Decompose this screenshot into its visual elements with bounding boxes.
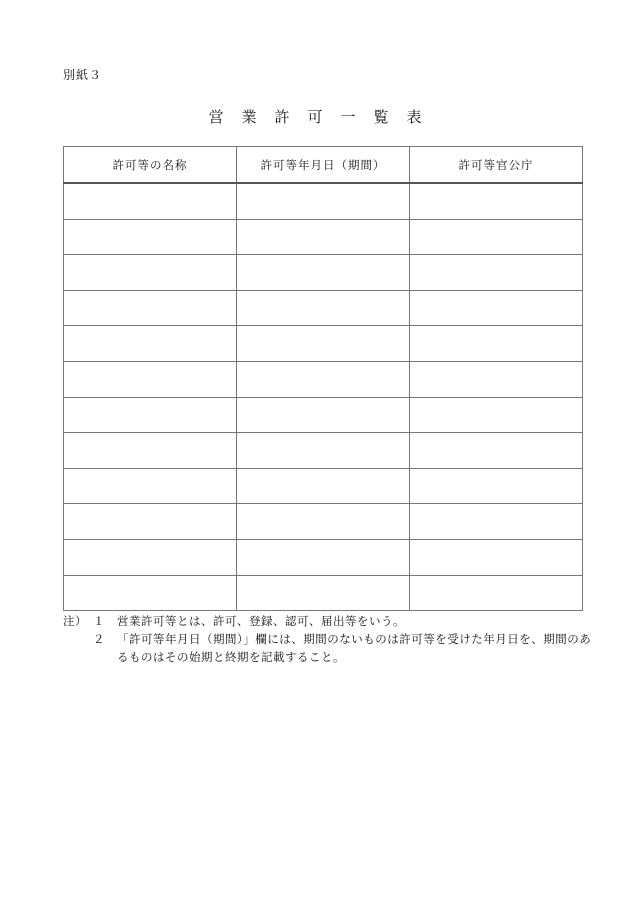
table-cell[interactable] — [237, 539, 410, 575]
note-prefix: 注） — [63, 614, 87, 628]
table-cell[interactable] — [64, 397, 237, 433]
table-cell[interactable] — [410, 326, 583, 362]
table-cell[interactable] — [64, 504, 237, 540]
header-permit-name: 許可等の名称 — [64, 147, 237, 184]
table-cell[interactable] — [237, 290, 410, 326]
table-cell[interactable] — [64, 575, 237, 611]
table-cell[interactable] — [410, 504, 583, 540]
note-item-1 — [63, 612, 593, 630]
table-cell[interactable] — [410, 219, 583, 255]
table-cell[interactable] — [64, 433, 237, 469]
table-cell[interactable] — [237, 433, 410, 469]
table-row — [64, 539, 583, 575]
table-cell[interactable] — [237, 468, 410, 504]
notes — [63, 612, 593, 666]
table-row — [64, 255, 583, 291]
note-text: 営業許可等とは、許可、登録、認可、届出等をいう。 — [117, 614, 405, 628]
table-cell[interactable] — [410, 539, 583, 575]
table-body — [64, 183, 583, 611]
attachment-label: 別紙３ — [63, 68, 103, 82]
table-cell[interactable] — [64, 183, 237, 219]
document-title: 営業許可一覧表 — [208, 108, 440, 126]
table-cell[interactable] — [64, 255, 237, 291]
header-permit-date: 許可等年月日（期間） — [237, 147, 410, 184]
table-header-row — [64, 147, 583, 184]
table-row — [64, 433, 583, 469]
note-number: ２ — [93, 632, 105, 646]
table-row — [64, 397, 583, 433]
note-prefix-spacer — [63, 630, 93, 666]
table-cell[interactable] — [410, 397, 583, 433]
table-cell[interactable] — [410, 255, 583, 291]
table-cell[interactable] — [64, 290, 237, 326]
note-text: 「許可等年月日（期間）」欄には、期間のないものは許可等を受けた年月日を、期間のあるものはその始期と終期を記載すること。 — [117, 632, 592, 664]
table-cell[interactable] — [237, 504, 410, 540]
table-cell[interactable] — [410, 183, 583, 219]
table-cell[interactable] — [237, 183, 410, 219]
table-cell[interactable] — [237, 397, 410, 433]
table-cell[interactable] — [64, 468, 237, 504]
header-permit-authority: 許可等官公庁 — [410, 147, 583, 184]
table-cell[interactable] — [237, 326, 410, 362]
table-cell[interactable] — [410, 290, 583, 326]
table-cell[interactable] — [64, 219, 237, 255]
table-cell[interactable] — [410, 433, 583, 469]
table-row — [64, 575, 583, 611]
table-cell[interactable] — [410, 575, 583, 611]
table-cell[interactable] — [64, 326, 237, 362]
table-cell[interactable] — [237, 219, 410, 255]
table-row — [64, 219, 583, 255]
table-row — [64, 183, 583, 219]
note-item-2 — [63, 630, 593, 666]
table-cell[interactable] — [237, 255, 410, 291]
table-row — [64, 361, 583, 397]
note-number: １ — [93, 614, 105, 628]
table-row — [64, 290, 583, 326]
table-cell[interactable] — [237, 361, 410, 397]
table-cell[interactable] — [64, 361, 237, 397]
table-cell[interactable] — [237, 575, 410, 611]
table-cell[interactable] — [410, 468, 583, 504]
permit-table — [63, 146, 583, 611]
table-row — [64, 468, 583, 504]
table-row — [64, 504, 583, 540]
table-row — [64, 326, 583, 362]
table-cell[interactable] — [64, 539, 237, 575]
table-cell[interactable] — [410, 361, 583, 397]
